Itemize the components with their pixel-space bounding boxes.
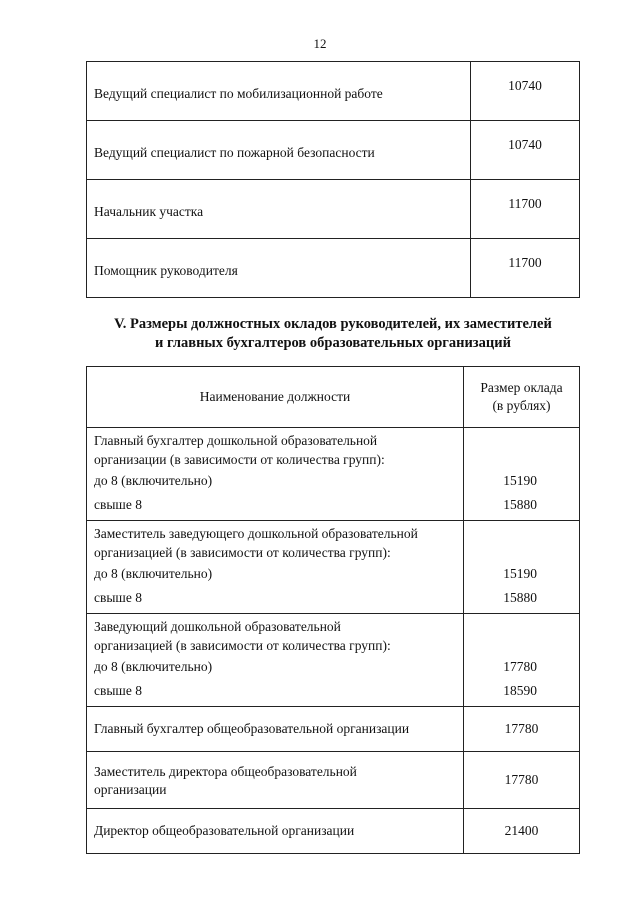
table-row-group — [87, 428, 580, 521]
table-row — [87, 62, 580, 121]
position-name: Помощник руководителя — [87, 239, 471, 298]
group-row-label: свыше 8 — [94, 683, 142, 698]
group-row-label: до 8 (включительно) — [94, 473, 213, 488]
table-row — [87, 239, 580, 298]
position-name: Начальник участка — [87, 180, 471, 239]
salary-value: 17780 — [503, 659, 537, 674]
table-row-group — [87, 521, 580, 614]
group-title: организации (в зависимости от количества групп): — [94, 452, 385, 467]
position-group — [87, 521, 464, 614]
salary-value: 10740 — [471, 62, 580, 121]
position-name: Ведущий специалист по мобилизационной работе — [87, 62, 471, 121]
salary-value: 17780 — [464, 707, 580, 752]
salary-value: 18590 — [503, 683, 537, 698]
position-group — [87, 428, 464, 521]
table-row — [87, 752, 580, 809]
section-heading — [86, 315, 580, 353]
group-values — [464, 614, 580, 707]
position-name: Директор общеобразовательной организации — [87, 809, 464, 854]
group-title: Заместитель заведующего дошкольной образовательной — [94, 526, 418, 541]
salary-value: 11700 — [471, 239, 580, 298]
group-row-label: свыше 8 — [94, 497, 142, 512]
section-heading-line: и главных бухгалтеров образовательных организаций — [155, 335, 511, 351]
section-heading-line: V. Размеры должностных окладов руководителей, их заместителей — [114, 316, 552, 332]
salary-value: 15880 — [503, 590, 537, 605]
position-name: Ведущий специалист по пожарной безопасности — [87, 121, 471, 180]
group-row-label: до 8 (включительно) — [94, 659, 213, 674]
salary-value: 11700 — [471, 180, 580, 239]
salary-value: 21400 — [464, 809, 580, 854]
group-row-label: до 8 (включительно) — [94, 566, 213, 581]
salary-table-main — [86, 366, 580, 854]
table-row-group — [87, 614, 580, 707]
salary-value: 10740 — [471, 121, 580, 180]
table-row — [87, 707, 580, 752]
table-row — [87, 180, 580, 239]
table-row — [87, 121, 580, 180]
position-name: Главный бухгалтер общеобразовательной организации — [87, 707, 464, 752]
position-name: Заместитель директора общеобразовательной организации — [87, 752, 464, 809]
salary-table-top — [86, 61, 580, 298]
table-row — [87, 809, 580, 854]
group-title: Главный бухгалтер дошкольной образовательной — [94, 433, 378, 448]
salary-value: 15190 — [503, 566, 537, 581]
salary-value: 15880 — [503, 497, 537, 512]
position-group — [87, 614, 464, 707]
group-values — [464, 428, 580, 521]
column-header-position: Наименование должности — [87, 367, 464, 428]
salary-value: 17780 — [464, 752, 580, 809]
column-header-salary: Размер оклада (в рублях) — [464, 367, 580, 428]
group-title: организацией (в зависимости от количества групп): — [94, 638, 391, 653]
group-title: организацией (в зависимости от количества групп): — [94, 545, 391, 560]
salary-value: 15190 — [503, 473, 537, 488]
group-values — [464, 521, 580, 614]
group-title: Заведующий дошкольной образовательной — [94, 619, 341, 634]
group-row-label: свыше 8 — [94, 590, 142, 605]
page-number: 12 — [313, 36, 327, 51]
table-header-row — [87, 367, 580, 428]
